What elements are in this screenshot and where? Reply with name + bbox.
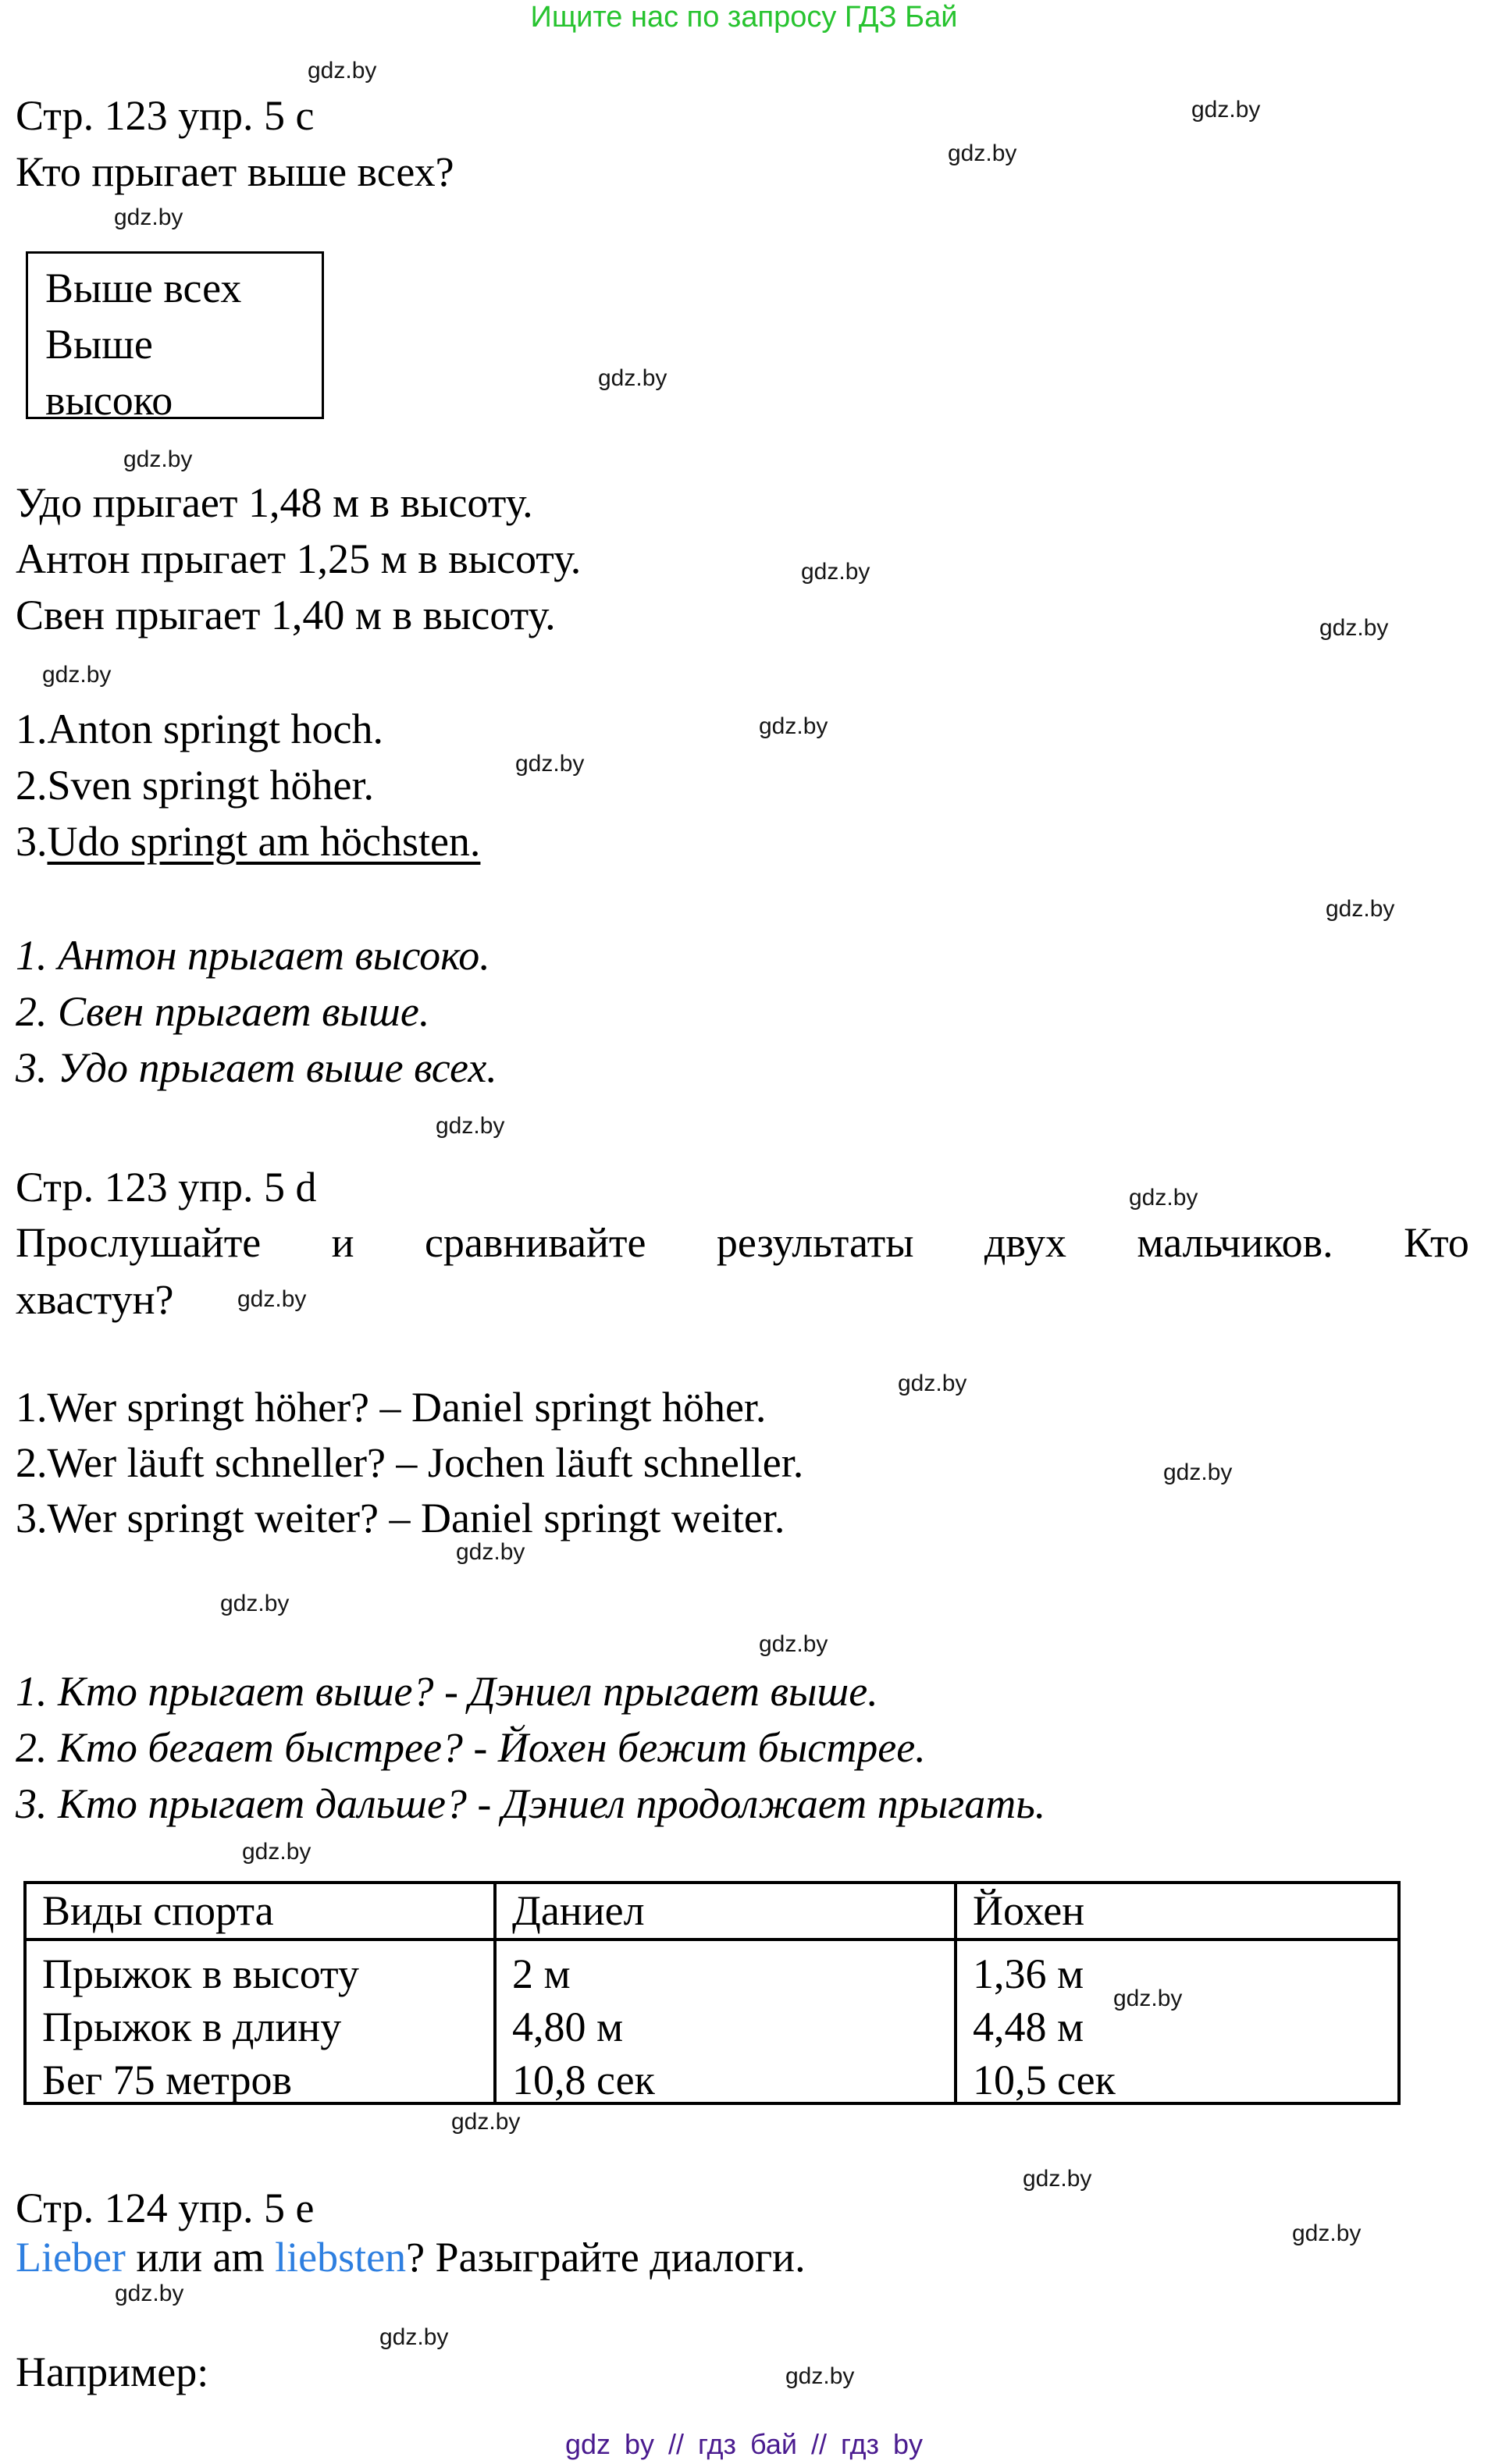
column-cells	[497, 1941, 954, 2107]
fact-line: Удо прыгает 1,48 м в высоту.	[16, 479, 533, 526]
gdz-watermark: gdz.by	[220, 1591, 290, 1616]
gdz-watermark: gdz.by	[759, 1631, 828, 1657]
item-number: 1.	[16, 706, 48, 752]
gdz-watermark: gdz.by	[1023, 2166, 1092, 2192]
column-header: Виды спорта	[27, 1884, 493, 1941]
item-text: Sven springt höher.	[47, 762, 374, 809]
gdz-watermark: gdz.by	[123, 446, 193, 472]
table-column-daniel	[497, 1884, 957, 2102]
gdz-watermark: gdz.by	[948, 140, 1017, 166]
table-cell: Прыжок в высоту	[42, 1950, 359, 1997]
gdz-watermark: gdz.by	[42, 662, 112, 688]
blue-word-liebsten: liebsten	[275, 2234, 407, 2281]
gdz-watermark: gdz.by	[598, 365, 667, 391]
degree-box	[26, 251, 324, 424]
task-word: сравнивайте	[424, 1219, 646, 1266]
task-text: ? Разыграйте диалоги.	[406, 2234, 806, 2281]
gdz-watermark: gdz.by	[379, 2324, 449, 2350]
ex5c-answers-german	[16, 701, 480, 869]
german-answer	[16, 701, 480, 757]
task-text: или am	[125, 2234, 276, 2281]
table-cell: 4,48 м	[973, 2004, 1084, 2050]
fact-line: Свен прыгает 1,40 м в высоту.	[16, 592, 556, 638]
promo-banner: Ищите нас по запросу ГДЗ Бай	[530, 1, 958, 34]
degree-box-line: Выше всех	[45, 265, 242, 311]
item-text: Anton springt hoch.	[47, 706, 383, 752]
gdz-watermark: gdz.by	[308, 58, 377, 84]
task-word: двух	[984, 1219, 1067, 1266]
fact-line: Антон прыгает 1,25 м в высоту.	[16, 535, 582, 582]
results-table	[23, 1881, 1401, 2105]
table-cell: 10,8 сек	[512, 2057, 655, 2103]
gdz-watermark: gdz.by	[801, 559, 870, 585]
russian-answer: 1. Антон прыгает высоко.	[16, 932, 490, 979]
gdz-watermark: gdz.by	[1113, 1986, 1183, 2011]
gdz-watermark: gdz.by	[785, 2363, 855, 2389]
ex5e-title: Стр. 124 упр. 5 е	[16, 2185, 315, 2231]
gdz-watermark: gdz.by	[436, 1113, 505, 1139]
table-cell: Бег 75 метров	[42, 2057, 293, 2103]
table-cell: Прыжок в длину	[42, 2004, 342, 2050]
gdz-watermark: gdz.by	[1129, 1185, 1198, 1211]
table-cell: 4,80 м	[512, 2004, 624, 2050]
gdz-watermark: gdz.by	[114, 204, 183, 230]
ex5c-question: Кто прыгает выше всех?	[16, 148, 454, 195]
german-answer	[16, 757, 480, 813]
ex5d-title: Стр. 123 упр. 5 d	[16, 1164, 317, 1211]
table-cell: 1,36 м	[973, 1950, 1084, 1997]
column-header: Йохен	[957, 1884, 1397, 1941]
task-word: и	[331, 1219, 354, 1266]
ex5d-task-line1	[16, 1214, 1469, 1271]
russian-qa-line: 3. Кто прыгает дальше? - Дэниел продолжает прыгать.	[16, 1780, 1046, 1827]
table-cell: 10,5 сек	[973, 2057, 1116, 2103]
gdz-watermark: gdz.by	[515, 751, 585, 777]
item-number: 2.	[16, 762, 48, 809]
ex5c-facts	[16, 475, 581, 643]
degree-box-line: высоко	[45, 377, 173, 424]
ex5c-answers-russian	[16, 927, 497, 1096]
table-cell: 2 м	[512, 1950, 571, 1997]
ex5e-task	[16, 2229, 806, 2285]
task-word: результаты	[716, 1219, 914, 1266]
ex5d-answers-russian	[16, 1663, 1045, 1832]
gdz-watermark: gdz.by	[1191, 97, 1261, 123]
blue-word-lieber: Lieber	[16, 2234, 126, 2281]
task-word: Кто	[1404, 1219, 1469, 1266]
degree-box-line: Выше	[45, 321, 153, 368]
gdz-watermark: gdz.by	[898, 1371, 967, 1396]
ex5d-task-line2: хвастун?	[16, 1276, 174, 1323]
example-label: Например:	[16, 2348, 209, 2395]
column-header: Даниел	[497, 1884, 954, 1941]
column-cells	[957, 1941, 1397, 2107]
gdz-watermark: gdz.by	[1292, 2220, 1362, 2246]
gdz-watermark: gdz.by	[1326, 896, 1395, 922]
task-word: мальчиков.	[1137, 1219, 1333, 1266]
gdz-watermark: gdz.by	[1163, 1460, 1233, 1485]
table-column-sports	[27, 1884, 497, 2102]
gdz-watermark: gdz.by	[237, 1286, 307, 1312]
footer-watermark-line: gdz by // гдз бай // гдз by	[564, 2428, 924, 2460]
german-qa-line: 2.Wer läuft schneller? – Jochen läuft schneller.	[16, 1439, 804, 1486]
gdz-watermark: gdz.by	[242, 1839, 311, 1865]
task-word: Прослушайте	[16, 1219, 262, 1266]
german-answer	[16, 813, 480, 869]
russian-answer: 2. Свен прыгает выше.	[16, 988, 430, 1035]
gdz-watermark: gdz.by	[456, 1539, 525, 1565]
gdz-watermark: gdz.by	[451, 2109, 521, 2135]
column-cells	[27, 1941, 493, 2107]
german-qa-line: 3.Wer springt weiter? – Daniel springt weiter.	[16, 1495, 785, 1541]
ex5c-title: Стр. 123 упр. 5 с	[16, 92, 315, 139]
gdz-watermark: gdz.by	[759, 713, 828, 739]
gdz-watermark: gdz.by	[115, 2281, 184, 2306]
item-number: 3.	[16, 818, 48, 865]
gdz-watermark: gdz.by	[1319, 615, 1389, 641]
item-text-underlined: Udo springt am höchsten.	[47, 818, 481, 865]
ex5d-answers-german	[16, 1380, 803, 1546]
russian-answer: 3. Удо прыгает выше всех.	[16, 1044, 497, 1091]
russian-qa-line: 2. Кто бегает быстрее? - Йохен бежит быстрее.	[16, 1724, 926, 1771]
russian-qa-line: 1. Кто прыгает выше? - Дэниел прыгает выше.	[16, 1668, 878, 1715]
german-qa-line: 1.Wer springt höher? – Daniel springt höher.	[16, 1384, 767, 1431]
